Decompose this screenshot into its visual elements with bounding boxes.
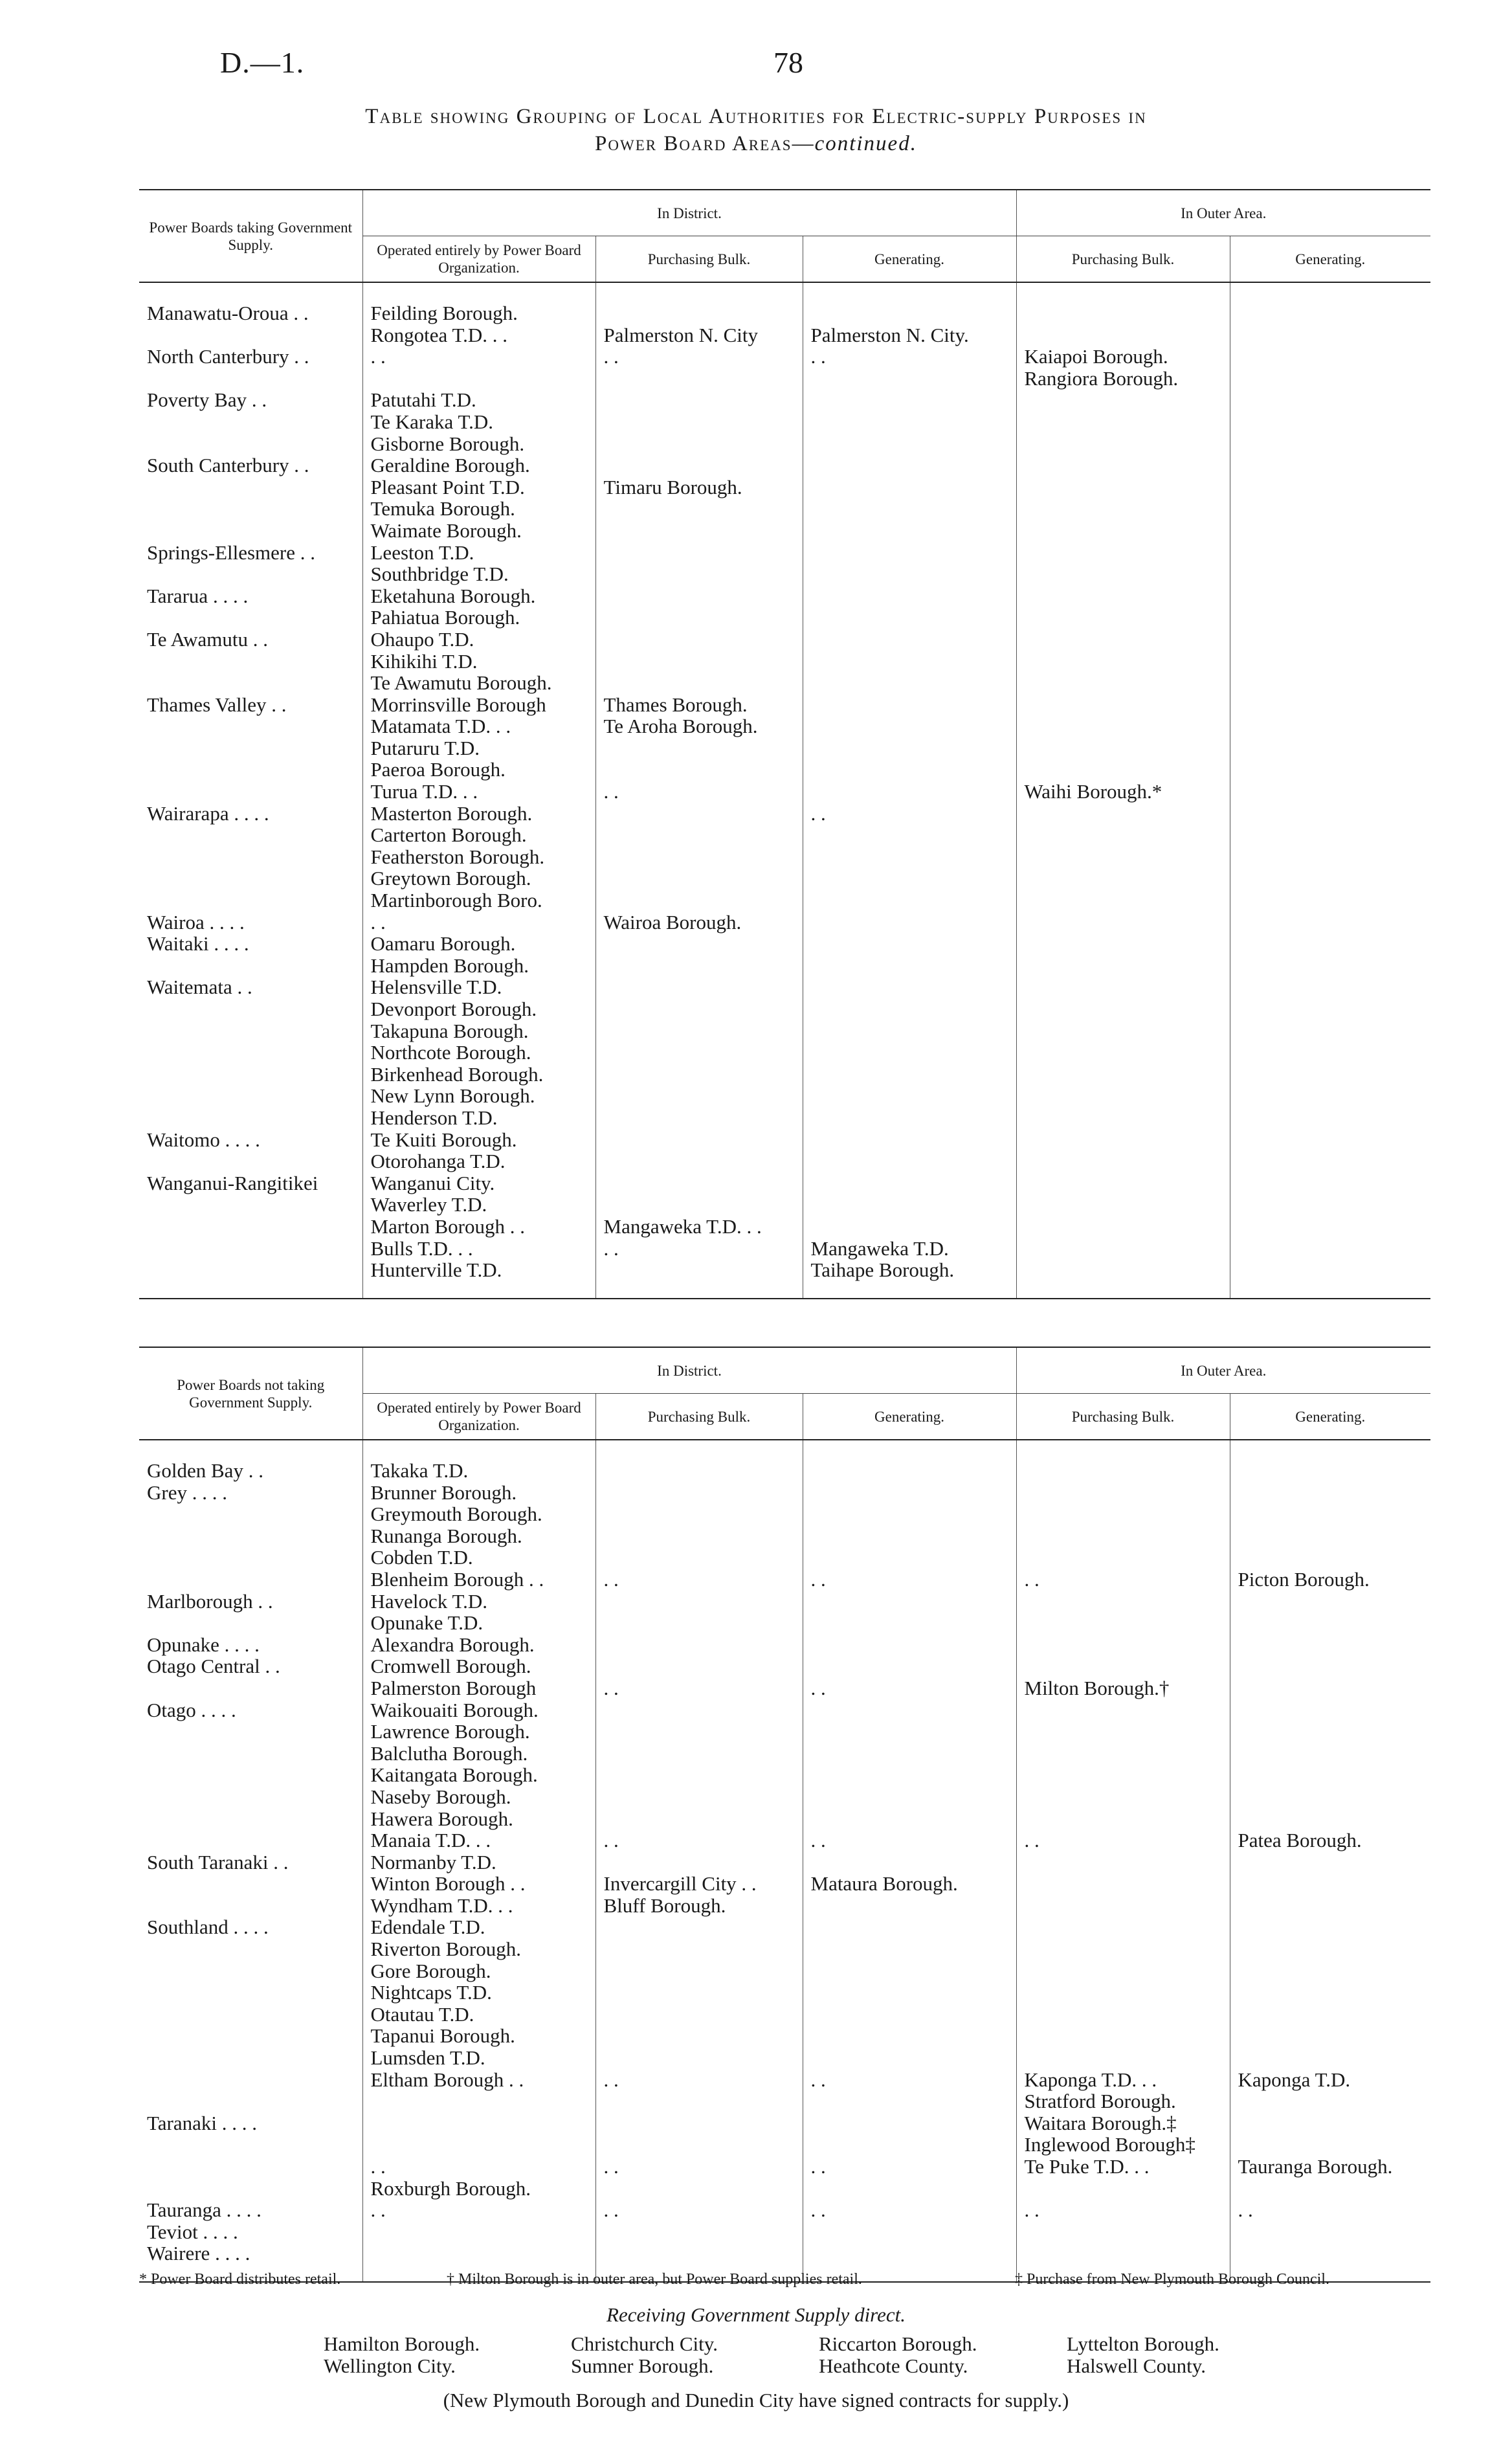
cell-outer-generating: Picton Borough. Patea Borough. Kaponga T.D. Tauranga Borough. . . (1230, 1440, 1430, 2282)
group-header-in-district: In District. (362, 190, 1016, 236)
col-header-power-boards: Power Boards taking Government Supply. (149, 219, 353, 253)
receiving-list-col3: Riccarton Borough. Heathcote County. (819, 2332, 977, 2377)
group-header-in-outer-area: In Outer Area. (1016, 1347, 1430, 1394)
receiving-heading-text: Receiving Government Supply direct. (606, 2303, 906, 2326)
page-number: 78 (773, 46, 803, 79)
table-row (139, 1440, 1430, 2282)
cell-purchasing-bulk: Palmerston N. City . . Timaru Borough. Thames Borough. Te Aroha Borough. . . Wairoa Borough. Mangaweka T.D. . . . . (595, 282, 803, 1299)
col-header-outer-generating: Generating. (1230, 236, 1430, 283)
cell-outer-generating (1230, 282, 1430, 1299)
table-no-government-supply (139, 1347, 1430, 2283)
col-header-purchasing-bulk: Purchasing Bulk. (595, 236, 803, 283)
group-header-in-district: In District. (362, 1347, 1016, 1394)
title-areas-text: Power Board Areas— (595, 132, 815, 155)
receiving-list-col1: Hamilton Borough. Wellington City. (324, 2332, 480, 2377)
cell-power-boards: Golden Bay . . Grey . . . . Marlborough . . Opunake . . . . Otago Central . . Otago . . . . South Taranaki . . Southland . . . . Taranaki . . . . Tauranga . . . . Teviot . . . . Wairere . . . . (147, 1459, 289, 2265)
group-header-in-outer-area: In Outer Area. (1016, 190, 1430, 236)
col-header-operated: Operated entirely by Power Board Organization. (362, 1394, 595, 1440)
col-header-power-boards: Power Boards not taking Government Supply. (177, 1376, 325, 1411)
col-header-outer-generating: Generating. (1230, 1394, 1430, 1440)
receiving-list-col2: Christchurch City. Sumner Borough. (571, 2332, 718, 2377)
cell-generating: Palmerston N. City. . . . . Mangaweka T.D. Taihape Borough. (803, 282, 1016, 1299)
footnote-star: * Power Board distributes retail. (139, 2271, 341, 2288)
cell-operated: Feilding Borough. Rongotea T.D. . . . . Patutahi T.D. Te Karaka T.D. Gisborne Borough. Geraldine Borough. Pleasant Point T.D. Temuka Borough. Waimate Borough. Leeston T.D. Southbridge T.D. Eketahuna Borough. Pahiatua Borough. Ohaupo T.D. Kihikihi T.D. Te Awamutu Borough. Morrinsville Borough Matamata T.D. . . Putaruru T.D. Paeroa Borough. Turua T.D. . . Masterton Borough. Carterton Borough. Featherston Borough. Greytown Borough. Martinborough Boro. . . Oamaru Borough. Hampden Borough. Helensville T.D. Devonport Borough. Takapuna Borough. Northcote Borough. Birkenhead Borough. New Lynn Borough. Henderson T.D. Te Kuiti Borough. Otorohanga T.D. Wanganui City. Waverley T.D. Marton Borough . . Bulls T.D. . . Hunterville T.D. (362, 282, 595, 1299)
col-header-outer-purchasing-bulk: Purchasing Bulk. (1016, 1394, 1230, 1440)
table-title-line2 (0, 131, 1512, 157)
col-header-operated: Operated entirely by Power Board Organization. (362, 236, 595, 283)
footnote-double-dagger: ‡ Purchase from New Plymouth Borough Council. (1015, 2271, 1329, 2288)
document-code: D.—1. (220, 46, 305, 79)
col-header-purchasing-bulk: Purchasing Bulk. (595, 1394, 803, 1440)
cell-operated: Takaka T.D. Brunner Borough. Greymouth Borough. Runanga Borough. Cobden T.D. Blenheim Borough . . Havelock T.D. Opunake T.D. Alexandra Borough. Cromwell Borough. Palmerston Borough Waikouaiti Borough. Lawrence Borough. Balclutha Borough. Kaitangata Borough. Naseby Borough. Hawera Borough. Manaia T.D. . . Normanby T.D. Winton Borough . . Wyndham T.D. . . Edendale T.D. Riverton Borough. Gore Borough. Nightcaps T.D. Otautau T.D. Tapanui Borough. Lumsden T.D. Eltham Borough . . . . Roxburgh Borough. . . (362, 1440, 595, 2282)
table-government-supply (139, 189, 1430, 1299)
cell-purchasing-bulk: . . . . . . Invercargill City . . Bluff Borough. . . . . . . (595, 1440, 803, 2282)
col-header-generating: Generating. (803, 236, 1016, 283)
cell-generating: . . . . . . Mataura Borough. . . . . . . (803, 1440, 1016, 2282)
title-continued-text: continued. (814, 132, 917, 155)
receiving-list-col4: Lyttelton Borough. Halswell County. (1067, 2332, 1219, 2377)
receiving-heading (0, 2303, 1512, 2327)
contracts-note: (New Plymouth Borough and Dunedin City have signed contracts for supply.) (443, 2389, 1069, 2411)
table-title-line1: Table showing Grouping of Local Authorities for Electric-supply Purposes in (365, 105, 1147, 128)
col-header-outer-purchasing-bulk: Purchasing Bulk. (1016, 236, 1230, 283)
col-header-generating: Generating. (803, 1394, 1016, 1440)
footnote-dagger: † Milton Borough is in outer area, but Power Board supplies retail. (447, 2271, 862, 2288)
cell-power-boards: Manawatu-Oroua . . North Canterbury . . Poverty Bay . . South Canterbury . . Springs-Ellesmere . . Tararua . . . . Te Awamutu . . Thames Valley . . Wairarapa . . . . Wairoa . . . . Waitaki . . . . Waitemata . . Waitomo . . . . Wanganui-Rangitikei (147, 302, 318, 1194)
cell-outer-purchasing-bulk: Kaiapoi Borough. Rangiora Borough. Waihi Borough.* (1016, 282, 1230, 1299)
table-row (139, 282, 1430, 1299)
cell-outer-purchasing-bulk: . . Milton Borough.† . . Kaponga T.D. . . Stratford Borough. Waitara Borough.‡ Inglewood Borough‡ Te Puke T.D. . . . . (1016, 1440, 1230, 2282)
